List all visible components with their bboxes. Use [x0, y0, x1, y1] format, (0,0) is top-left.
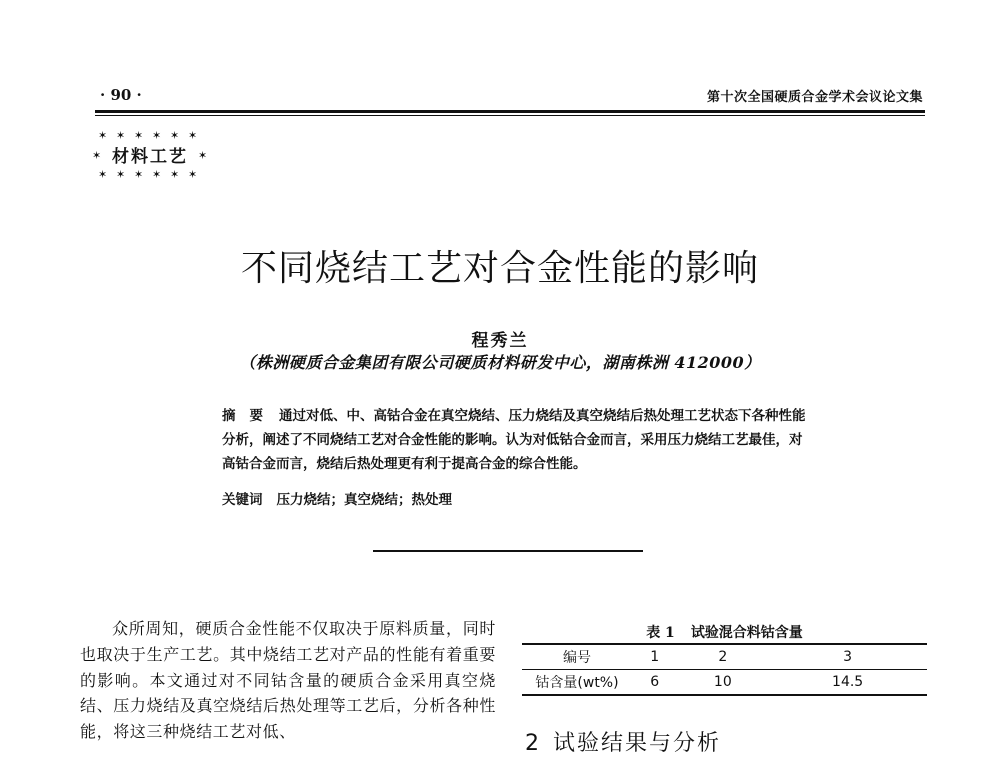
article-title: 不同烧结工艺对合金性能的影响 — [240, 248, 759, 289]
section-heading — [525, 726, 721, 757]
section-number: 2 — [525, 731, 541, 756]
page-number: · 90 · — [100, 86, 142, 104]
keywords-label: 关键词 — [222, 492, 263, 508]
table-header-row — [522, 644, 927, 670]
abstract — [222, 404, 807, 476]
svg-text:✶: ✶ — [152, 168, 162, 180]
table-caption — [522, 622, 927, 642]
column-label: 材料工艺 — [112, 147, 188, 167]
abstract-text: 通过对低、中、高钴合金在真空烧结、压力烧结及真空烧结后热处理工艺状态下各种性能分析，阐述了不同烧结工艺对合金性能的影响。认为对低钴合金而言，采用压力烧结工艺最佳，对高钴合金而言，烧结后热处理更有利于提高合金的综合性能。 — [222, 408, 806, 472]
table-cell: 14.5 — [768, 670, 927, 696]
body-column-left — [80, 616, 496, 745]
author-affiliation: （株洲硬质合金集团有限公司硬质材料研发中心，湖南株洲 412000） — [239, 353, 761, 372]
svg-text:✶: ✶ — [152, 129, 162, 142]
svg-text:✶: ✶ — [116, 129, 126, 142]
table-cell: 1 — [632, 644, 677, 670]
table-cell: 6 — [632, 670, 677, 696]
author-name: 程秀兰 — [471, 331, 529, 351]
section-divider — [373, 550, 643, 552]
journal-name: 第十次全国硬质合金学术会议论文集 — [706, 90, 923, 105]
keywords — [222, 488, 807, 508]
svg-text:✶: ✶ — [92, 149, 102, 162]
section-title: 试验结果与分析 — [553, 731, 722, 756]
abstract-label: 摘要 — [222, 408, 277, 424]
svg-text:✶: ✶ — [170, 129, 180, 142]
column-badge — [92, 128, 208, 180]
svg-text:✶: ✶ — [188, 129, 198, 142]
svg-text:✶: ✶ — [134, 168, 144, 180]
table-cell: 10 — [677, 670, 768, 696]
table-caption-title: 试验混合料钴含量 — [690, 625, 803, 641]
svg-text:✶: ✶ — [98, 168, 108, 180]
header-rule-thick — [95, 110, 925, 113]
table-cell: 编号 — [522, 644, 632, 670]
table-cell: 2 — [677, 644, 768, 670]
svg-text:✶: ✶ — [170, 168, 180, 180]
table-cell: 3 — [768, 644, 927, 670]
table-caption-number: 表 1 — [646, 625, 675, 641]
keywords-text: 压力烧结；真空烧结；热处理 — [276, 492, 452, 508]
svg-text:✶: ✶ — [134, 129, 144, 142]
table-cell: 钴含量(wt%) — [522, 670, 632, 696]
header-rule-thin — [95, 115, 925, 116]
svg-text:✶: ✶ — [188, 168, 198, 180]
cobalt-content-table — [522, 643, 927, 696]
body-paragraph: 众所周知，硬质合金性能不仅取决于原料质量，同时也取决于生产工艺。其中烧结工艺对产品的性能有着重要的影响。本文通过对不同钴含量的硬质合金采用真空烧结、压力烧结及真空烧结后热处理等工艺后，分析各种性能，将这三种烧结工艺对低、 — [80, 619, 496, 742]
svg-text:✶: ✶ — [198, 149, 208, 162]
svg-text:✶: ✶ — [116, 168, 126, 180]
table-row — [522, 670, 927, 696]
svg-text:✶: ✶ — [98, 129, 108, 142]
